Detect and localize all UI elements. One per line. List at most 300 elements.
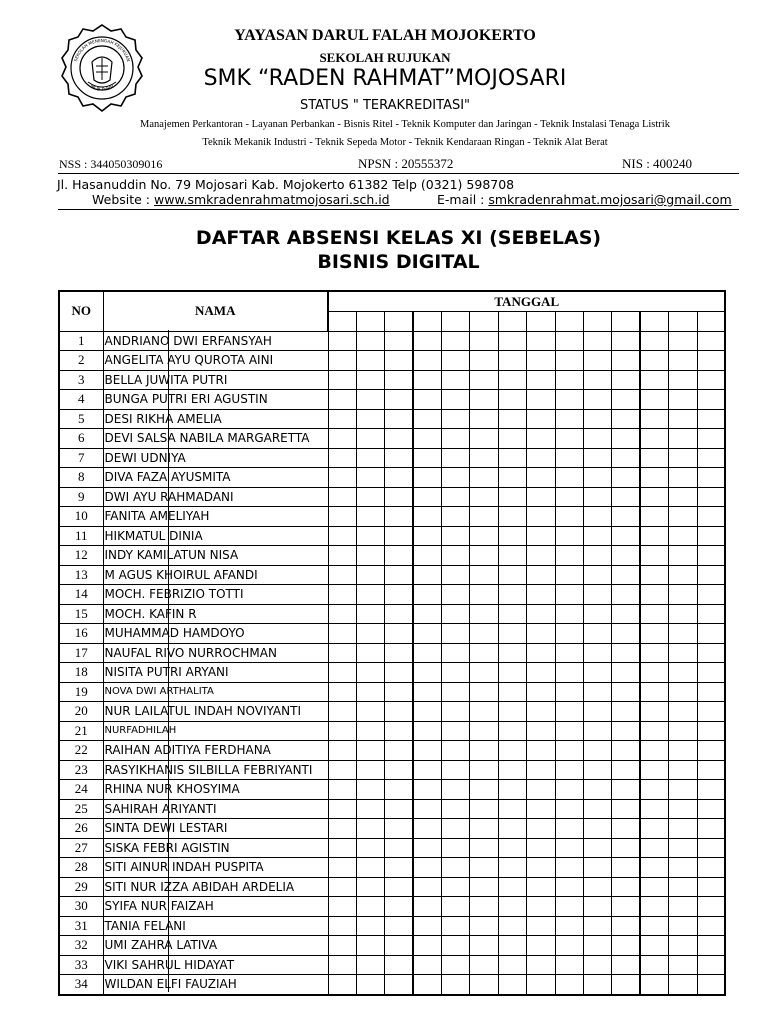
attendance-cell[interactable] (527, 780, 555, 800)
attendance-cell[interactable] (640, 975, 668, 995)
attendance-cell[interactable] (697, 546, 725, 566)
attendance-cell[interactable] (697, 585, 725, 605)
attendance-cell[interactable] (697, 448, 725, 468)
attendance-cell[interactable] (328, 682, 356, 702)
attendance-cell[interactable] (442, 565, 470, 585)
attendance-cell[interactable] (328, 526, 356, 546)
attendance-cell[interactable] (385, 487, 413, 507)
attendance-cell[interactable] (527, 741, 555, 761)
attendance-cell[interactable] (328, 897, 356, 917)
attendance-cell[interactable] (385, 858, 413, 878)
attendance-cell[interactable] (527, 468, 555, 488)
attendance-cell[interactable] (356, 507, 384, 527)
attendance-cell[interactable] (413, 507, 441, 527)
attendance-cell[interactable] (612, 468, 640, 488)
attendance-cell[interactable] (527, 585, 555, 605)
attendance-cell[interactable] (697, 663, 725, 683)
attendance-cell[interactable] (584, 916, 612, 936)
attendance-cell[interactable] (442, 897, 470, 917)
attendance-cell[interactable] (328, 643, 356, 663)
attendance-cell[interactable] (584, 546, 612, 566)
attendance-cell[interactable] (640, 955, 668, 975)
attendance-cell[interactable] (498, 546, 526, 566)
attendance-cell[interactable] (612, 955, 640, 975)
attendance-cell[interactable] (498, 877, 526, 897)
attendance-cell[interactable] (527, 370, 555, 390)
attendance-cell[interactable] (498, 838, 526, 858)
attendance-cell[interactable] (612, 585, 640, 605)
attendance-cell[interactable] (470, 916, 498, 936)
attendance-cell[interactable] (555, 370, 583, 390)
attendance-cell[interactable] (470, 546, 498, 566)
attendance-cell[interactable] (356, 760, 384, 780)
attendance-cell[interactable] (555, 877, 583, 897)
attendance-cell[interactable] (697, 409, 725, 429)
attendance-cell[interactable] (328, 975, 356, 995)
attendance-cell[interactable] (584, 799, 612, 819)
attendance-cell[interactable] (356, 351, 384, 371)
attendance-cell[interactable] (584, 838, 612, 858)
attendance-cell[interactable] (470, 409, 498, 429)
attendance-cell[interactable] (527, 877, 555, 897)
attendance-cell[interactable] (669, 507, 697, 527)
attendance-cell[interactable] (498, 585, 526, 605)
attendance-cell[interactable] (612, 702, 640, 722)
attendance-cell[interactable] (584, 819, 612, 839)
attendance-cell[interactable] (555, 331, 583, 351)
attendance-cell[interactable] (470, 448, 498, 468)
attendance-cell[interactable] (328, 760, 356, 780)
attendance-cell[interactable] (555, 916, 583, 936)
attendance-cell[interactable] (612, 799, 640, 819)
attendance-cell[interactable] (385, 916, 413, 936)
attendance-cell[interactable] (413, 390, 441, 410)
attendance-cell[interactable] (612, 526, 640, 546)
attendance-cell[interactable] (356, 682, 384, 702)
attendance-cell[interactable] (555, 760, 583, 780)
attendance-cell[interactable] (640, 682, 668, 702)
attendance-cell[interactable] (385, 370, 413, 390)
attendance-cell[interactable] (498, 916, 526, 936)
attendance-cell[interactable] (669, 819, 697, 839)
attendance-cell[interactable] (612, 975, 640, 995)
attendance-cell[interactable] (527, 526, 555, 546)
attendance-cell[interactable] (612, 838, 640, 858)
attendance-cell[interactable] (612, 448, 640, 468)
attendance-cell[interactable] (356, 780, 384, 800)
attendance-cell[interactable] (356, 585, 384, 605)
attendance-cell[interactable] (640, 448, 668, 468)
attendance-cell[interactable] (527, 487, 555, 507)
attendance-cell[interactable] (697, 936, 725, 956)
attendance-cell[interactable] (385, 429, 413, 449)
attendance-cell[interactable] (612, 487, 640, 507)
attendance-cell[interactable] (612, 663, 640, 683)
attendance-cell[interactable] (669, 760, 697, 780)
attendance-cell[interactable] (669, 741, 697, 761)
attendance-cell[interactable] (413, 331, 441, 351)
attendance-cell[interactable] (555, 721, 583, 741)
attendance-cell[interactable] (328, 780, 356, 800)
attendance-cell[interactable] (612, 370, 640, 390)
attendance-cell[interactable] (697, 721, 725, 741)
attendance-cell[interactable] (413, 429, 441, 449)
attendance-cell[interactable] (356, 390, 384, 410)
attendance-cell[interactable] (498, 702, 526, 722)
attendance-cell[interactable] (697, 468, 725, 488)
date-column-cell[interactable] (413, 312, 441, 332)
attendance-cell[interactable] (442, 585, 470, 605)
attendance-cell[interactable] (356, 448, 384, 468)
attendance-cell[interactable] (385, 936, 413, 956)
attendance-cell[interactable] (442, 936, 470, 956)
attendance-cell[interactable] (584, 565, 612, 585)
attendance-cell[interactable] (498, 897, 526, 917)
attendance-cell[interactable] (584, 955, 612, 975)
attendance-cell[interactable] (328, 370, 356, 390)
attendance-cell[interactable] (356, 604, 384, 624)
attendance-cell[interactable] (470, 702, 498, 722)
attendance-cell[interactable] (640, 370, 668, 390)
attendance-cell[interactable] (385, 409, 413, 429)
attendance-cell[interactable] (669, 565, 697, 585)
attendance-cell[interactable] (413, 858, 441, 878)
attendance-cell[interactable] (640, 585, 668, 605)
attendance-cell[interactable] (470, 877, 498, 897)
attendance-cell[interactable] (413, 838, 441, 858)
attendance-cell[interactable] (498, 624, 526, 644)
attendance-cell[interactable] (612, 331, 640, 351)
attendance-cell[interactable] (470, 819, 498, 839)
attendance-cell[interactable] (669, 409, 697, 429)
attendance-cell[interactable] (413, 565, 441, 585)
date-column-cell[interactable] (356, 312, 384, 332)
attendance-cell[interactable] (555, 585, 583, 605)
attendance-cell[interactable] (356, 916, 384, 936)
attendance-cell[interactable] (584, 877, 612, 897)
attendance-cell[interactable] (356, 799, 384, 819)
attendance-cell[interactable] (356, 409, 384, 429)
attendance-cell[interactable] (356, 565, 384, 585)
attendance-cell[interactable] (328, 916, 356, 936)
attendance-cell[interactable] (385, 897, 413, 917)
attendance-cell[interactable] (669, 936, 697, 956)
attendance-cell[interactable] (584, 702, 612, 722)
attendance-cell[interactable] (413, 351, 441, 371)
attendance-cell[interactable] (498, 331, 526, 351)
attendance-cell[interactable] (584, 331, 612, 351)
attendance-cell[interactable] (697, 858, 725, 878)
attendance-cell[interactable] (470, 799, 498, 819)
attendance-cell[interactable] (612, 604, 640, 624)
attendance-cell[interactable] (470, 351, 498, 371)
attendance-cell[interactable] (527, 682, 555, 702)
attendance-cell[interactable] (669, 390, 697, 410)
attendance-cell[interactable] (470, 429, 498, 449)
attendance-cell[interactable] (498, 975, 526, 995)
attendance-cell[interactable] (584, 507, 612, 527)
attendance-cell[interactable] (555, 897, 583, 917)
attendance-cell[interactable] (356, 858, 384, 878)
attendance-cell[interactable] (669, 702, 697, 722)
attendance-cell[interactable] (555, 351, 583, 371)
attendance-cell[interactable] (584, 468, 612, 488)
attendance-cell[interactable] (385, 663, 413, 683)
attendance-cell[interactable] (697, 526, 725, 546)
attendance-cell[interactable] (640, 741, 668, 761)
attendance-cell[interactable] (328, 546, 356, 566)
attendance-cell[interactable] (356, 936, 384, 956)
attendance-cell[interactable] (498, 682, 526, 702)
attendance-cell[interactable] (640, 604, 668, 624)
attendance-cell[interactable] (328, 663, 356, 683)
attendance-cell[interactable] (640, 507, 668, 527)
attendance-cell[interactable] (442, 429, 470, 449)
attendance-cell[interactable] (612, 390, 640, 410)
attendance-cell[interactable] (697, 682, 725, 702)
attendance-cell[interactable] (328, 838, 356, 858)
attendance-cell[interactable] (356, 526, 384, 546)
attendance-cell[interactable] (640, 702, 668, 722)
date-column-cell[interactable] (612, 312, 640, 332)
attendance-cell[interactable] (555, 604, 583, 624)
attendance-cell[interactable] (498, 390, 526, 410)
attendance-cell[interactable] (697, 507, 725, 527)
attendance-cell[interactable] (669, 721, 697, 741)
attendance-cell[interactable] (584, 663, 612, 683)
attendance-cell[interactable] (640, 877, 668, 897)
attendance-cell[interactable] (527, 955, 555, 975)
attendance-cell[interactable] (442, 760, 470, 780)
email-link[interactable]: smkradenrahmat.mojosari@gmail.com (488, 192, 732, 207)
attendance-cell[interactable] (442, 370, 470, 390)
attendance-cell[interactable] (555, 546, 583, 566)
attendance-cell[interactable] (555, 780, 583, 800)
attendance-cell[interactable] (527, 507, 555, 527)
attendance-cell[interactable] (584, 643, 612, 663)
attendance-cell[interactable] (612, 507, 640, 527)
attendance-cell[interactable] (498, 858, 526, 878)
attendance-cell[interactable] (527, 975, 555, 995)
attendance-cell[interactable] (442, 526, 470, 546)
attendance-cell[interactable] (470, 936, 498, 956)
attendance-cell[interactable] (527, 429, 555, 449)
attendance-cell[interactable] (413, 702, 441, 722)
attendance-cell[interactable] (669, 780, 697, 800)
attendance-cell[interactable] (442, 663, 470, 683)
attendance-cell[interactable] (697, 565, 725, 585)
attendance-cell[interactable] (413, 468, 441, 488)
attendance-cell[interactable] (498, 448, 526, 468)
attendance-cell[interactable] (640, 468, 668, 488)
attendance-cell[interactable] (413, 975, 441, 995)
attendance-cell[interactable] (385, 780, 413, 800)
attendance-cell[interactable] (413, 799, 441, 819)
attendance-cell[interactable] (413, 916, 441, 936)
attendance-cell[interactable] (640, 721, 668, 741)
attendance-cell[interactable] (442, 487, 470, 507)
attendance-cell[interactable] (328, 429, 356, 449)
attendance-cell[interactable] (612, 721, 640, 741)
attendance-cell[interactable] (640, 487, 668, 507)
attendance-cell[interactable] (527, 331, 555, 351)
attendance-cell[interactable] (584, 448, 612, 468)
attendance-cell[interactable] (413, 877, 441, 897)
attendance-cell[interactable] (669, 604, 697, 624)
attendance-cell[interactable] (584, 351, 612, 371)
attendance-cell[interactable] (385, 390, 413, 410)
attendance-cell[interactable] (584, 780, 612, 800)
attendance-cell[interactable] (640, 390, 668, 410)
attendance-cell[interactable] (669, 663, 697, 683)
attendance-cell[interactable] (385, 838, 413, 858)
attendance-cell[interactable] (498, 741, 526, 761)
attendance-cell[interactable] (555, 565, 583, 585)
attendance-cell[interactable] (442, 468, 470, 488)
date-column-cell[interactable] (555, 312, 583, 332)
attendance-cell[interactable] (442, 624, 470, 644)
attendance-cell[interactable] (356, 487, 384, 507)
attendance-cell[interactable] (470, 838, 498, 858)
attendance-cell[interactable] (442, 877, 470, 897)
attendance-cell[interactable] (697, 916, 725, 936)
attendance-cell[interactable] (442, 682, 470, 702)
attendance-cell[interactable] (498, 468, 526, 488)
attendance-cell[interactable] (470, 331, 498, 351)
attendance-cell[interactable] (413, 585, 441, 605)
attendance-cell[interactable] (640, 624, 668, 644)
date-column-cell[interactable] (527, 312, 555, 332)
attendance-cell[interactable] (328, 936, 356, 956)
attendance-cell[interactable] (385, 955, 413, 975)
attendance-cell[interactable] (498, 409, 526, 429)
attendance-cell[interactable] (527, 916, 555, 936)
attendance-cell[interactable] (356, 468, 384, 488)
attendance-cell[interactable] (356, 975, 384, 995)
attendance-cell[interactable] (697, 643, 725, 663)
attendance-cell[interactable] (413, 604, 441, 624)
attendance-cell[interactable] (413, 819, 441, 839)
attendance-cell[interactable] (470, 390, 498, 410)
attendance-cell[interactable] (555, 955, 583, 975)
attendance-cell[interactable] (697, 799, 725, 819)
attendance-cell[interactable] (697, 390, 725, 410)
attendance-cell[interactable] (640, 897, 668, 917)
attendance-cell[interactable] (470, 565, 498, 585)
attendance-cell[interactable] (612, 819, 640, 839)
attendance-cell[interactable] (413, 448, 441, 468)
attendance-cell[interactable] (328, 799, 356, 819)
attendance-cell[interactable] (527, 819, 555, 839)
attendance-cell[interactable] (612, 643, 640, 663)
attendance-cell[interactable] (640, 565, 668, 585)
attendance-cell[interactable] (470, 780, 498, 800)
attendance-cell[interactable] (555, 526, 583, 546)
attendance-cell[interactable] (498, 955, 526, 975)
attendance-cell[interactable] (470, 487, 498, 507)
attendance-cell[interactable] (612, 351, 640, 371)
attendance-cell[interactable] (527, 702, 555, 722)
attendance-cell[interactable] (584, 604, 612, 624)
attendance-cell[interactable] (413, 526, 441, 546)
attendance-cell[interactable] (498, 565, 526, 585)
attendance-cell[interactable] (356, 370, 384, 390)
attendance-cell[interactable] (470, 955, 498, 975)
attendance-cell[interactable] (640, 936, 668, 956)
attendance-cell[interactable] (356, 624, 384, 644)
attendance-cell[interactable] (584, 975, 612, 995)
attendance-cell[interactable] (697, 877, 725, 897)
attendance-cell[interactable] (669, 877, 697, 897)
attendance-cell[interactable] (669, 799, 697, 819)
attendance-cell[interactable] (498, 643, 526, 663)
attendance-cell[interactable] (442, 780, 470, 800)
attendance-cell[interactable] (584, 370, 612, 390)
attendance-cell[interactable] (555, 448, 583, 468)
attendance-cell[interactable] (328, 487, 356, 507)
attendance-cell[interactable] (612, 858, 640, 878)
attendance-cell[interactable] (555, 507, 583, 527)
attendance-cell[interactable] (640, 663, 668, 683)
attendance-cell[interactable] (442, 702, 470, 722)
attendance-cell[interactable] (555, 682, 583, 702)
attendance-cell[interactable] (442, 643, 470, 663)
attendance-cell[interactable] (640, 643, 668, 663)
attendance-cell[interactable] (527, 799, 555, 819)
attendance-cell[interactable] (498, 663, 526, 683)
attendance-cell[interactable] (470, 604, 498, 624)
date-column-cell[interactable] (669, 312, 697, 332)
attendance-cell[interactable] (385, 526, 413, 546)
attendance-cell[interactable] (640, 526, 668, 546)
attendance-cell[interactable] (470, 858, 498, 878)
attendance-cell[interactable] (498, 780, 526, 800)
website-link[interactable]: www.smkradenrahmatmojosari.sch.id (154, 192, 390, 207)
date-column-cell[interactable] (470, 312, 498, 332)
attendance-cell[interactable] (413, 546, 441, 566)
attendance-cell[interactable] (385, 721, 413, 741)
attendance-cell[interactable] (584, 429, 612, 449)
attendance-cell[interactable] (470, 643, 498, 663)
attendance-cell[interactable] (669, 838, 697, 858)
attendance-cell[interactable] (697, 780, 725, 800)
attendance-cell[interactable] (328, 331, 356, 351)
attendance-cell[interactable] (669, 858, 697, 878)
attendance-cell[interactable] (385, 448, 413, 468)
attendance-cell[interactable] (697, 975, 725, 995)
attendance-cell[interactable] (328, 624, 356, 644)
attendance-cell[interactable] (385, 975, 413, 995)
attendance-cell[interactable] (328, 702, 356, 722)
attendance-cell[interactable] (498, 487, 526, 507)
attendance-cell[interactable] (385, 507, 413, 527)
attendance-cell[interactable] (356, 819, 384, 839)
attendance-cell[interactable] (356, 838, 384, 858)
date-column-cell[interactable] (328, 312, 356, 332)
attendance-cell[interactable] (385, 819, 413, 839)
attendance-cell[interactable] (470, 526, 498, 546)
attendance-cell[interactable] (498, 799, 526, 819)
attendance-cell[interactable] (356, 546, 384, 566)
attendance-cell[interactable] (498, 819, 526, 839)
attendance-cell[interactable] (385, 624, 413, 644)
attendance-cell[interactable] (356, 331, 384, 351)
attendance-cell[interactable] (555, 799, 583, 819)
attendance-cell[interactable] (669, 487, 697, 507)
attendance-cell[interactable] (328, 565, 356, 585)
attendance-cell[interactable] (612, 760, 640, 780)
attendance-cell[interactable] (555, 429, 583, 449)
